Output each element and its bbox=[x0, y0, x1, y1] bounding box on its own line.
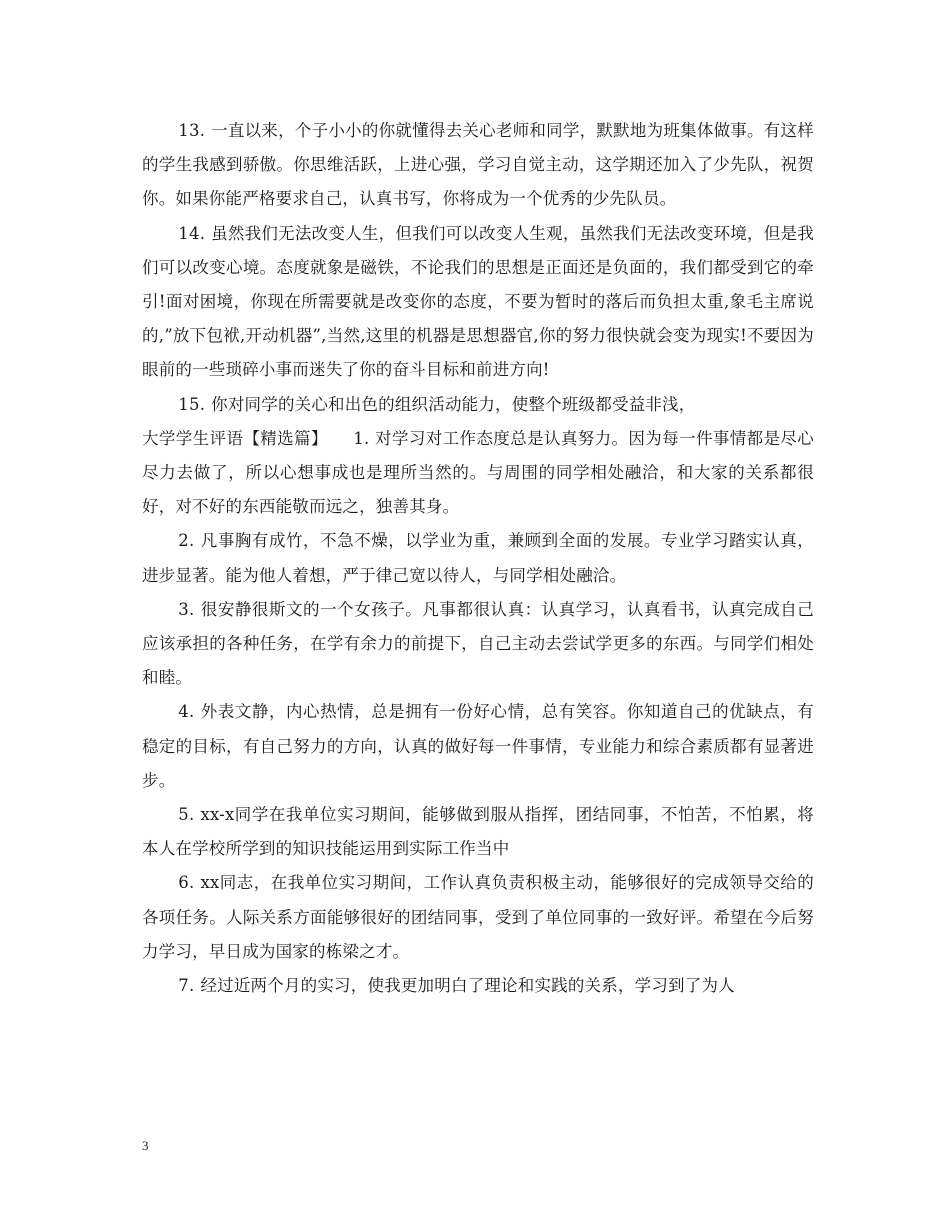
document-body bbox=[142, 114, 814, 1003]
section-heading-paragraph bbox=[142, 422, 814, 525]
paragraph-text: 外表文静，内心热情，总是拥有一份好心情，总有笑容。你知道自己的优缺点，有稳定的目标，有自己努力的方向，认真的做好每一件事情，专业能力和综合素质都有显著进步。 bbox=[142, 702, 814, 790]
paragraph-text: 很安静很斯文的一个女孩子。凡事都很认真：认真学习，认真看书，认真完成自己应该承担的各种任务，在学有余力的前提下，自己主动去尝试学更多的东西。与同学们相处和睦。 bbox=[142, 599, 814, 688]
paragraph-text: 经过近两个月的实习，使我更加明白了理论和实践的关系，学习到了为人 bbox=[200, 976, 735, 996]
paragraph-13 bbox=[142, 114, 814, 217]
paragraph-number: 2. bbox=[178, 531, 195, 551]
page-number: 3 bbox=[142, 1138, 149, 1153]
paragraph-2 bbox=[142, 524, 814, 592]
paragraph-text: 你对同学的关心和出色的组织活动能力，使整个班级都受益非浅， bbox=[211, 394, 696, 414]
paragraph-text: 虽然我们无法改变人生，但我们可以改变人生观，虽然我们无法改变环境，但是我们可以改变心境。态度就象是磁铁，不论我们的思想是正面还是负面的，我们都受到它的牵引!面对困境，你现在所需要就是改变你的态度，不要为暂时的落后而负担太重,象毛主席说的,”放下包袱,开动机器”,当然,这里的机器是思想器官,你的努力很快就会变为现实!不要因为眼前的一些琐碎小事而迷失了你的奋斗目标和前进方向! bbox=[142, 223, 814, 380]
paragraph-number: 13. bbox=[178, 121, 206, 140]
paragraph-text: 凡事胸有成竹，不急不燥，以学业为重，兼顾到全面的发展。专业学习踏实认真，进步显著。能为他人着想，严于律己宽以待人，与同学相处融洽。 bbox=[142, 531, 814, 585]
paragraph-number: 14. bbox=[178, 223, 206, 243]
paragraph-text: xx-x同学在我单位实习期间，能够做到服从指挥，团结同事，不怕苦，不怕累，将本人在学校所学到的知识技能运用到实际工作当中 bbox=[142, 805, 814, 859]
paragraph-6 bbox=[142, 866, 814, 969]
paragraph-number: 4. bbox=[178, 702, 195, 722]
paragraph-text: 一直以来，个子小小的你就懂得去关心老师和同学，默默地为班集体做事。有这样的学生我感到骄傲。你思维活跃，上进心强，学习自觉主动，这学期还加入了少先队，祝贺你。如果你能严格要求自己，认真书写，你将成为一个优秀的少先队员。 bbox=[142, 121, 814, 209]
paragraph-14 bbox=[142, 217, 814, 388]
paragraph-7 bbox=[142, 969, 814, 1003]
paragraph-text: xx同志，在我单位实习期间，工作认真负责积极主动，能够很好的完成领导交给的各项任务。人际关系方面能够很好的团结同事，受到了单位同事的一致好评。希望在今后努力学习，早日成为国家的栋梁之才。 bbox=[142, 873, 814, 961]
paragraph-number: 15. bbox=[178, 394, 206, 414]
paragraph-number: 5. bbox=[178, 805, 195, 825]
paragraph-number: 3. bbox=[178, 599, 195, 619]
paragraph-number: 7. bbox=[178, 976, 195, 996]
paragraph-4 bbox=[142, 695, 814, 798]
paragraph-number: 6. bbox=[178, 873, 195, 893]
paragraph-5 bbox=[142, 798, 814, 866]
paragraph-3 bbox=[142, 593, 814, 696]
paragraph-text: 大学学生评语【精选篇】 1. 对学习对工作态度总是认真努力。因为每一件事情都是尽心尽力去做了，所以心想事成也是理所当然的。与周围的同学相处融洽，和大家的关系都很好，对不好的东西能敬而远之，独善其身。 bbox=[142, 428, 814, 517]
paragraph-15 bbox=[142, 388, 814, 422]
